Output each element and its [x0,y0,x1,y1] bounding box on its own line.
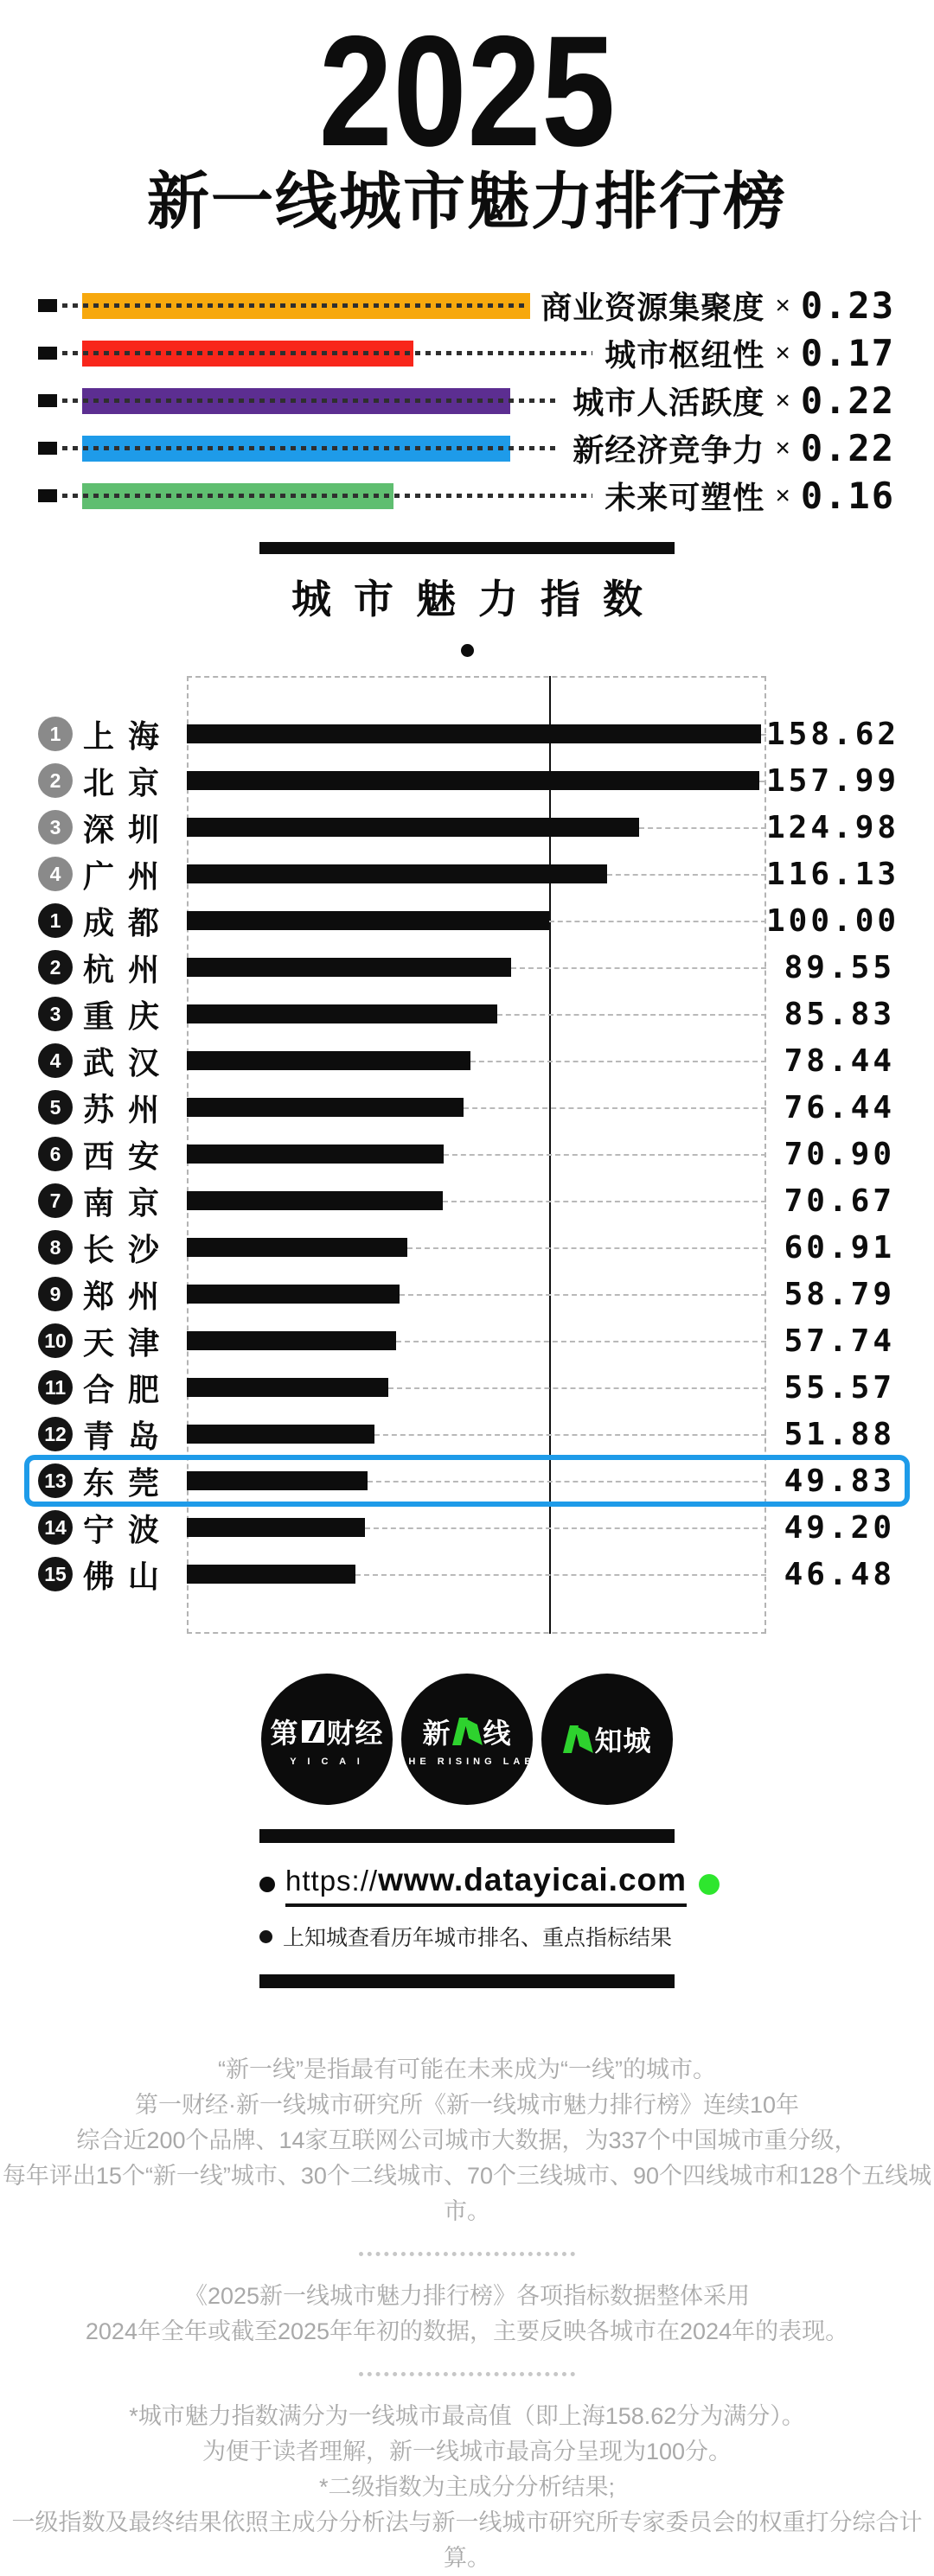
legend-row [0,329,934,377]
city-bar [187,1004,497,1023]
rank-badge: 13 [38,1463,73,1498]
legend-leader-line [62,494,592,498]
city-row [38,1084,895,1131]
city-bar [187,911,549,930]
rising-lab-text-post: 线 [483,1718,512,1749]
weights-legend [0,282,934,520]
city-value: 76.44 [784,1089,895,1125]
city-bar [187,1471,368,1490]
city-value: 58.79 [784,1276,895,1312]
footnote-line: *城市魅力指数满分为一线城市最高值（即上海158.62分为满分）。 [129,2403,805,2429]
city-row [38,1457,895,1504]
legend-multiply-sign: × [775,481,790,510]
city-row [38,944,895,991]
city-row [38,1317,895,1364]
rising-lab-mark-icon [456,1718,479,1745]
bar-connector-line [549,921,766,922]
city-bar [187,1051,470,1070]
city-value: 46.48 [784,1556,895,1592]
city-name: 合肥 [83,1371,174,1407]
section-title: 城市魅力指数 [291,577,665,622]
legend-indicator-name: 城市枢纽性 [605,337,765,373]
legend-weight-value: 0.17 [800,332,895,374]
city-row [38,1411,895,1457]
city-bar [187,1145,444,1164]
city-row [38,1177,895,1224]
section-dot-icon [461,644,474,657]
bar-connector-line [759,781,766,782]
city-row [38,804,900,851]
bar-track [187,1551,766,1597]
city-value: 85.83 [784,996,895,1032]
rank-badge: 8 [38,1230,73,1265]
footnote-line: 《2025新一线城市魅力排行榜》各项指标数据整体采用 [183,2283,751,2309]
yicai-mark-icon [302,1720,324,1743]
footnote-line: 一级指数及最终结果依照主成分分析法与新一线城市研究所专家委员会的权重打分综合计算。 [11,2509,923,2571]
footnote-line: 为便于读者理解，新一线城市最高分呈现为100分。 [202,2439,732,2464]
page-title-year: 2025 [318,3,616,179]
legend-marker-icon [38,394,57,407]
divider-bar-top [259,1829,675,1843]
legend-multiply-sign: × [775,290,790,320]
city-name: 深圳 [83,811,174,847]
city-bar [187,1425,374,1444]
footnote-line: *二级指数为主成分分析结果; [318,2474,615,2500]
city-bar [187,771,759,790]
zhicheng-logo-text: 知城 [594,1725,652,1757]
legend-weight-value: 0.23 [800,284,895,327]
bar-track [187,897,766,944]
rank-badge: 14 [38,1510,73,1545]
bar-track [187,1084,766,1131]
bar-track [187,711,766,757]
bar-connector-line [511,967,766,969]
bar-track [187,944,766,991]
legend-row [0,377,934,424]
bar-connector-line [497,1014,766,1016]
city-value: 70.67 [784,1183,895,1219]
legend-indicator-name: 城市人活跃度 [573,385,765,420]
legend-multiply-sign: × [775,386,790,415]
legend-weight-value: 0.22 [800,379,895,422]
city-row [38,1504,895,1551]
city-bar [187,1518,365,1537]
bar-track [187,1037,766,1084]
footnote-line: 2024年全年或截至2025年年初的数据，主要反映各城市在2024年的表现。 [85,2318,849,2344]
bar-connector-line [470,1061,766,1062]
url-host: www.datayicai.com [378,1862,688,1897]
rank-badge: 6 [38,1137,73,1171]
bar-track [187,1271,766,1317]
city-value: 116.13 [766,856,900,892]
footnotes [0,2052,934,2576]
footnote-line: 第一财经·新一线城市研究所《新一线城市魅力排行榜》连续10年 [134,2092,800,2118]
rank-badge: 9 [38,1277,73,1311]
legend-indicator-name: 未来可塑性 [605,480,765,515]
city-value: 60.91 [784,1229,895,1266]
link-note-text: 上知城查看历年城市排名、重点指标结果 [283,1926,673,1950]
website-block [259,1829,688,1988]
publisher-logos [0,1674,934,1805]
bar-track [187,1317,766,1364]
section-top-bar [259,542,675,554]
bar-track [187,1177,766,1224]
rising-lab-text-pre: 新 [422,1718,451,1749]
legend-row [0,472,934,520]
rank-badge: 1 [38,903,73,938]
city-name: 成都 [83,904,174,940]
chart-rows [38,711,900,1597]
zhicheng-mark-icon [566,1725,590,1753]
city-name: 东莞 [83,1464,174,1501]
city-name: 西安 [83,1138,174,1174]
legend-multiply-sign: × [775,338,790,367]
yicai-logo [261,1674,393,1805]
bar-connector-line [443,1201,766,1202]
bar-connector-line [761,734,766,736]
city-value: 55.57 [784,1369,895,1406]
legend-indicator-name: 新经济竞争力 [573,432,765,468]
legend-label [605,331,895,375]
rank-badge: 4 [38,857,73,891]
bar-connector-line [368,1481,766,1482]
city-bar [187,958,511,977]
city-value: 124.98 [766,809,900,845]
city-row [38,1037,895,1084]
bar-track [187,804,766,851]
city-row [38,1364,895,1411]
legend-weight-value: 0.22 [800,427,895,469]
url-row [259,1862,688,1907]
city-name: 武汉 [83,1044,174,1081]
bar-connector-line [365,1527,766,1529]
legend-leader-line [62,303,528,308]
city-row [38,851,900,897]
rank-badge: 11 [38,1370,73,1405]
city-bar [187,1565,355,1584]
dotted-separator [359,2252,575,2256]
legend-row [0,282,934,329]
bar-connector-line [639,827,766,829]
rank-badge: 3 [38,810,73,845]
city-name: 杭州 [83,951,174,987]
city-name: 宁波 [83,1511,174,1547]
city-name: 青岛 [83,1418,174,1454]
rank-badge: 15 [38,1557,73,1591]
city-row [38,1551,895,1597]
city-bar [187,1098,464,1117]
city-bar [187,1378,388,1397]
city-name: 重庆 [83,998,174,1034]
legend-weight-value: 0.16 [800,475,895,517]
zhicheng-logo [541,1674,673,1805]
city-value: 100.00 [766,902,900,939]
dotted-separator [359,2372,575,2376]
rank-badge: 1 [38,717,73,751]
legend-multiply-sign: × [775,433,790,462]
city-value: 157.99 [766,762,900,799]
city-value: 51.88 [784,1416,895,1452]
yicai-logo-text-post: 财经 [326,1718,384,1749]
rank-badge: 10 [38,1323,73,1358]
city-row [38,1131,895,1177]
bar-track [187,1411,766,1457]
city-value: 70.90 [784,1136,895,1172]
city-row [38,1271,895,1317]
city-value: 78.44 [784,1043,895,1079]
bar-track [187,1504,766,1551]
city-name: 南京 [83,1184,174,1221]
bar-track [187,991,766,1037]
header [0,0,934,237]
legend-label [541,284,895,328]
rising-lab-logo [398,1674,536,1805]
bullet-icon [259,1930,272,1943]
bar-connector-line [400,1294,766,1296]
page-subtitle: 新一线城市魅力排行榜 [146,168,787,237]
divider-bar-bottom [259,1974,675,1988]
bar-connector-line [388,1387,766,1389]
city-row [38,991,895,1037]
bar-track [187,1457,766,1504]
bullet-icon [259,1877,275,1892]
rank-badge: 12 [38,1417,73,1451]
city-bar [187,818,639,837]
rank-badge: 3 [38,997,73,1031]
bar-connector-line [607,874,766,876]
yicai-logo-text-pre: 第 [270,1718,299,1749]
bar-track [187,851,766,897]
url-scheme: https:// [285,1865,379,1897]
footnote-line: “新一线”是指最有可能在未来成为“一线”的城市。 [218,2056,716,2082]
city-value: 89.55 [784,949,895,985]
city-name: 苏州 [83,1091,174,1127]
city-bar [187,1191,443,1210]
legend-marker-icon [38,347,57,360]
green-dot-icon [699,1874,720,1895]
legend-label [573,379,895,423]
yicai-logo-subtext: Y I C A I [290,1757,364,1767]
city-name: 上海 [83,717,174,754]
bar-connector-line [444,1154,766,1156]
city-name: 郑州 [83,1278,174,1314]
bar-connector-line [374,1434,766,1436]
rank-badge: 4 [38,1043,73,1078]
city-value: 49.20 [784,1509,895,1546]
legend-marker-icon [38,442,57,455]
legend-marker-icon [38,489,57,502]
bar-connector-line [396,1341,766,1342]
city-row [38,757,900,804]
city-value: 57.74 [784,1323,895,1359]
city-name: 北京 [83,764,174,800]
rank-badge: 5 [38,1090,73,1125]
city-name: 佛山 [83,1558,174,1594]
bar-track [187,1364,766,1411]
city-row [38,897,900,944]
city-row [38,1224,895,1271]
city-bar [187,1238,407,1257]
city-bar [187,1331,396,1350]
rank-badge: 2 [38,950,73,985]
legend-label [605,474,895,518]
city-charm-chart [0,676,934,1634]
city-value: 49.83 [784,1463,895,1499]
bar-connector-line [464,1107,766,1109]
footnote-line: 每年评出15个“新一线”城市、30个二线城市、70个三线城市、90个四线城市和128个五线城市。 [2,2163,932,2224]
legend-marker-icon [38,299,57,312]
rank-badge: 2 [38,763,73,798]
rising-lab-subtext: THE RISING LAB [398,1757,536,1767]
city-name: 广州 [83,858,174,894]
city-bar [187,864,607,883]
link-note-row [259,1921,675,1952]
legend-leader-line [62,399,560,403]
legend-indicator-name: 商业资源集聚度 [541,290,765,325]
section-header [0,542,934,657]
city-row [38,711,900,757]
city-name: 天津 [83,1324,174,1361]
bar-connector-line [407,1247,766,1249]
legend-row [0,424,934,472]
footnote-line: 综合近200个品牌、14家互联网公司城市大数据，为337个中国城市重分级， [76,2127,858,2153]
city-bar [187,1285,400,1304]
bar-connector-line [355,1574,766,1576]
bar-track [187,1224,766,1271]
legend-label [573,426,895,470]
legend-leader-line [62,446,560,450]
city-value: 158.62 [766,716,900,752]
rank-badge: 7 [38,1183,73,1218]
city-bar [187,724,761,743]
url-text[interactable] [285,1862,687,1907]
bar-track [187,757,766,804]
bar-track [187,1131,766,1177]
city-name: 长沙 [83,1231,174,1267]
legend-leader-line [62,351,592,355]
